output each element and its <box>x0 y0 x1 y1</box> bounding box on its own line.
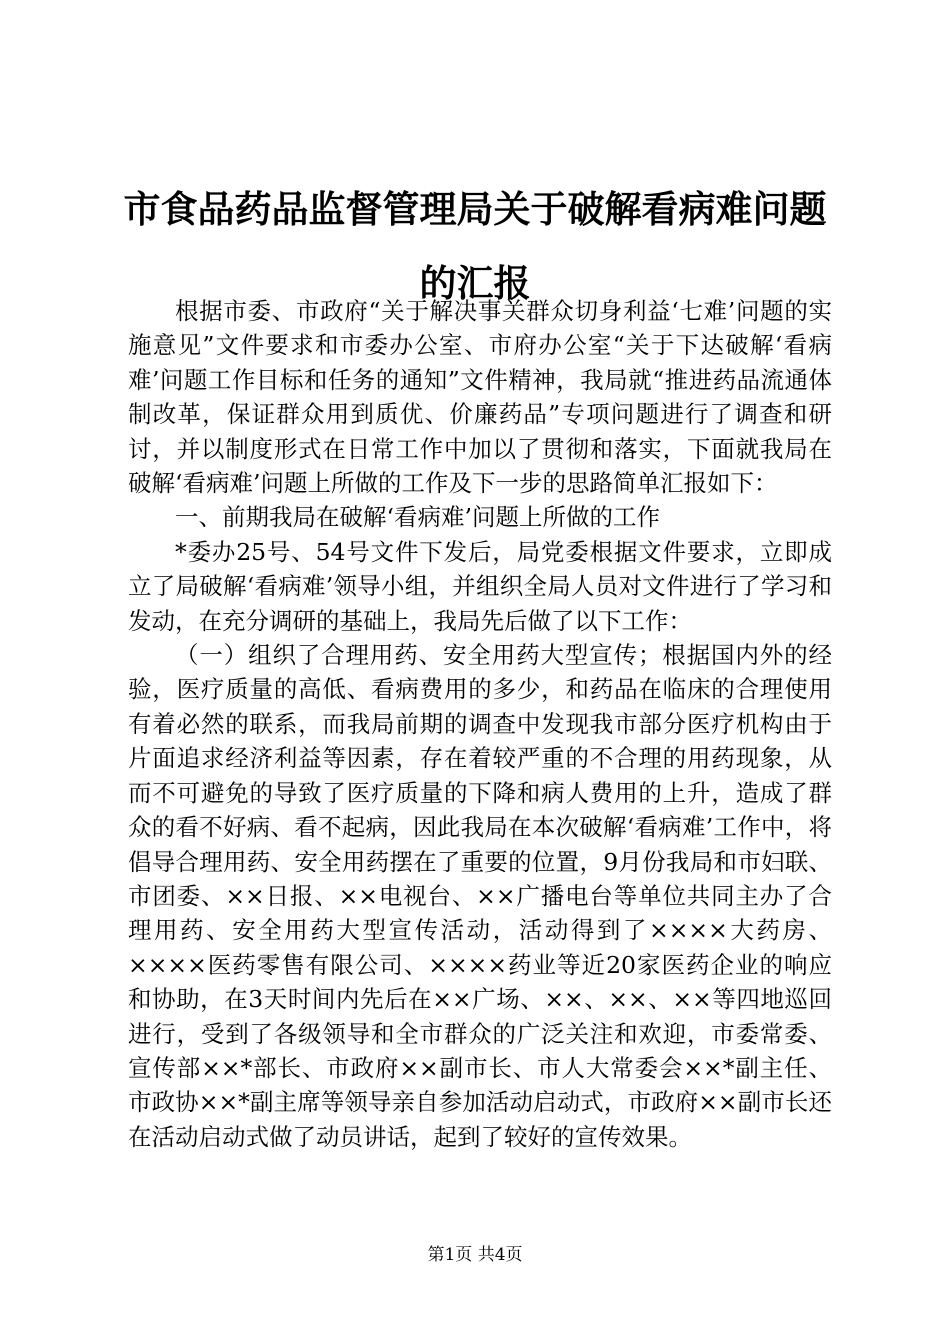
page-footer: 第1页 共4页 <box>427 1245 523 1265</box>
intro-paragraph: 根据市委、市政府“关于解决事关群众切身利益‘七难’问题的实施意见”文件要求和市委办公室、市府办公室“关于下达破解‘看病难’问题工作目标和任务的通知”文件精神，我局就“推进药品流通体制改革，保证群众用到质优、价廉药品”专项问题进行了调查和研讨，并以制度形式在日常工作中加以了贯彻和落实，下面就我局在破解‘看病难’问题上所做的工作及下一步的思路简单汇报如下： <box>128 297 832 498</box>
body-paragraph: （一）组织了合理用药、安全用药大型宣传；根据国内外的经验，医疗质量的高低、看病费用的多少，和药品在临床的合理使用有着必然的联系，而我局前期的调查中发现我市部分医疗机构由于片面追求经济利益等因素，存在着较严重的不合理的用药现象，从而不可避免的导致了医疗质量的下降和病人费用的上升，造成了群众的看不好病、看不起病，因此我局在本次破解‘看病难’工作中，将倡导合理用药、安全用药摆在了重要的位置，9月份我局和市妇联、市团委、××日报、××电视台、××广播电台等单位共同主办了合理用药、安全用药大型宣传活动，活动得到了××××大药房、××××医药零售有限公司、××××药业等近20家医药企业的响应和协助，在3天时间内先后在××广场、××、××、××等四地巡回进行，受到了各级领导和全市群众的广泛关注和欢迎，市委常委、宣传部××*部长、市政府××副市长、市人大常委会××*副主任、市政协××*副主席等领导亲自参加活动启动式，市政府××副市长还在活动启动式做了动员讲话，起到了较好的宣传效果。 <box>128 641 832 1151</box>
document-body <box>128 294 832 1154</box>
section-heading: 一、前期我局在破解‘看病难’问题上所做的工作 <box>175 503 660 532</box>
document-title: 市食品药品监督管理局关于破解看病难问题的汇报 <box>123 187 827 305</box>
body-paragraph: *委办25号、54号文件下发后，局党委根据文件要求，立即成立了局破解‘看病难’领导小组，并组织全局人员对文件进行了学习和发动，在充分调研的基础上，我局先后做了以下工作： <box>128 537 832 635</box>
